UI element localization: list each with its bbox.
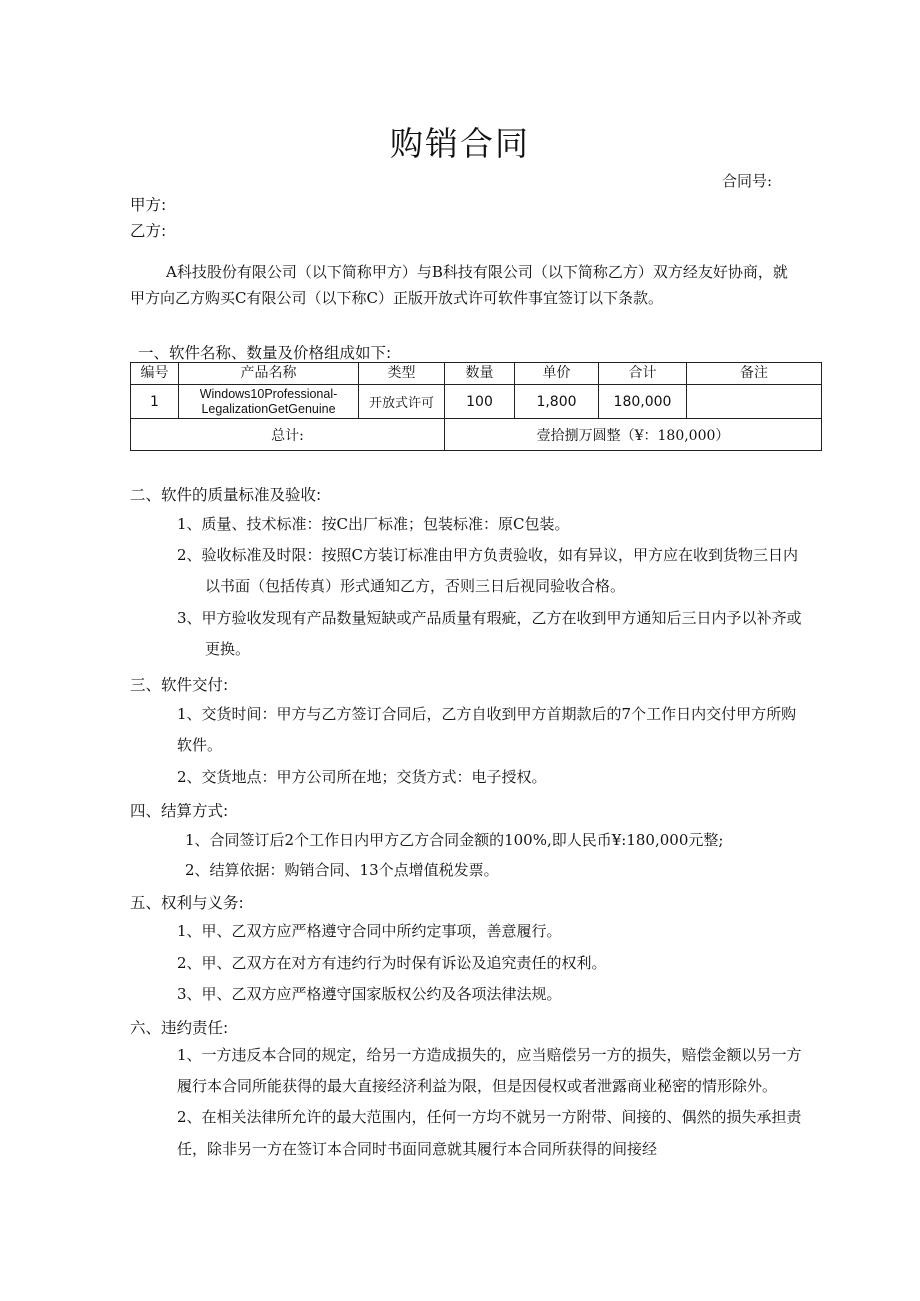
section6-item-1: 1、一方违反本合同的规定，给另一方造成损失的，应当赔偿另一方的损失，赔偿金额以另一方 — [177, 1046, 802, 1064]
product-name-line-2: LegalizationGetGenuine — [201, 401, 336, 416]
table-header-row — [131, 363, 822, 385]
col-header-total: 合计 — [599, 363, 687, 385]
cell-total: 180,000 — [599, 385, 687, 419]
section3-heading: 三、软件交付: — [130, 676, 229, 694]
section5-item-2: 2、甲、乙双方在对方有违约行为时保有诉讼及追究责任的权利。 — [177, 954, 607, 972]
section6-item-2-cont: 任，除非另一方在签订本合同时书面同意就其履行本合同所获得的间接经 — [177, 1140, 658, 1158]
col-header-unit-price: 单价 — [515, 363, 599, 385]
section5-heading: 五、权利与义务: — [130, 894, 244, 912]
section2-item-3: 3、甲方验收发现有产品数量短缺或产品质量有瑕疵，乙方在收到甲方通知后三日内予以补齐或 — [177, 609, 802, 627]
col-header-quantity: 数量 — [445, 363, 515, 385]
section3-item-2: 2、交货地点：甲方公司所在地；交货方式：电子授权。 — [177, 768, 547, 786]
cell-remark — [687, 385, 822, 419]
cell-product-name — [179, 385, 359, 419]
section2-item-2-cont: 以书面（包括传真）形式通知乙方，否则三日后视同验收合格。 — [205, 577, 626, 595]
section2-item-2: 2、验收标准及时限：按照C方装订标准由甲方负责验收，如有异议，甲方应在收到货物三日内 — [177, 546, 799, 564]
cell-unit-price: 1,800 — [515, 385, 599, 419]
section3-item-1-cont: 软件。 — [177, 736, 223, 754]
cell-quantity: 100 — [445, 385, 515, 419]
section2-item-3-cont: 更换。 — [205, 640, 251, 658]
col-header-remark: 备注 — [687, 363, 822, 385]
section6-heading: 六、违约责任: — [130, 1019, 229, 1037]
cell-no: 1 — [131, 385, 179, 419]
section4-item-1: 1、合同签订后2个工作日内甲方乙方合同金额的100%,即人民币¥:180,000元整; — [185, 831, 724, 849]
table-total-row — [131, 419, 822, 451]
section2-item-1: 1、质量、技术标准：按C出厂标准；包装标准：原C包装。 — [177, 515, 570, 533]
col-header-product-name: 产品名称 — [179, 363, 359, 385]
cell-type: 开放式许可 — [359, 385, 445, 419]
section4-heading: 四、结算方式: — [130, 802, 229, 820]
table-row — [131, 385, 822, 419]
section4-item-2: 2、结算依据：购销合同、13个点增值税发票。 — [185, 861, 499, 879]
product-name-line-1: Windows10Professional- — [199, 386, 338, 401]
section1-heading: 一、软件名称、数量及价格组成如下: — [138, 344, 392, 362]
section5-item-1: 1、甲、乙双方应严格遵守合同中所约定事项，善意履行。 — [177, 922, 562, 940]
product-table — [130, 362, 822, 451]
intro-line-1: A科技股份有限公司（以下简称甲方）与B科技有限公司（以下简称乙方）双方经友好协商，就 — [166, 263, 788, 281]
section2-heading: 二、软件的质量标准及验收: — [130, 486, 322, 504]
col-header-type: 类型 — [359, 363, 445, 385]
section5-item-3: 3、甲、乙双方应严格遵守国家版权公约及各项法律法规。 — [177, 985, 562, 1003]
party-b-label: 乙方: — [130, 222, 167, 240]
intro-line-2: 甲方向乙方购买C有限公司（以下称C）正版开放式许可软件事宜签订以下条款。 — [130, 289, 663, 307]
section6-item-1-cont: 履行本合同所能获得的最大直接经济利益为限，但是因侵权或者泄露商业秘密的情形除外。 — [177, 1077, 778, 1095]
total-value: 壹拾捌万圆整（¥：180,000） — [445, 419, 822, 451]
contract-number-label: 合同号: — [722, 172, 773, 190]
section3-item-1: 1、交货时间：甲方与乙方签订合同后，乙方自收到甲方首期款后的7个工作日内交付甲方所购 — [177, 705, 797, 723]
col-header-no: 编号 — [131, 363, 179, 385]
section6-item-2: 2、在相关法律所允许的最大范围内，任何一方均不就另一方附带、间接的、偶然的损失承担责 — [177, 1108, 802, 1126]
party-a-label: 甲方: — [130, 196, 167, 214]
document-title: 购销合同 — [390, 124, 530, 163]
total-label: 总计: — [131, 419, 445, 451]
